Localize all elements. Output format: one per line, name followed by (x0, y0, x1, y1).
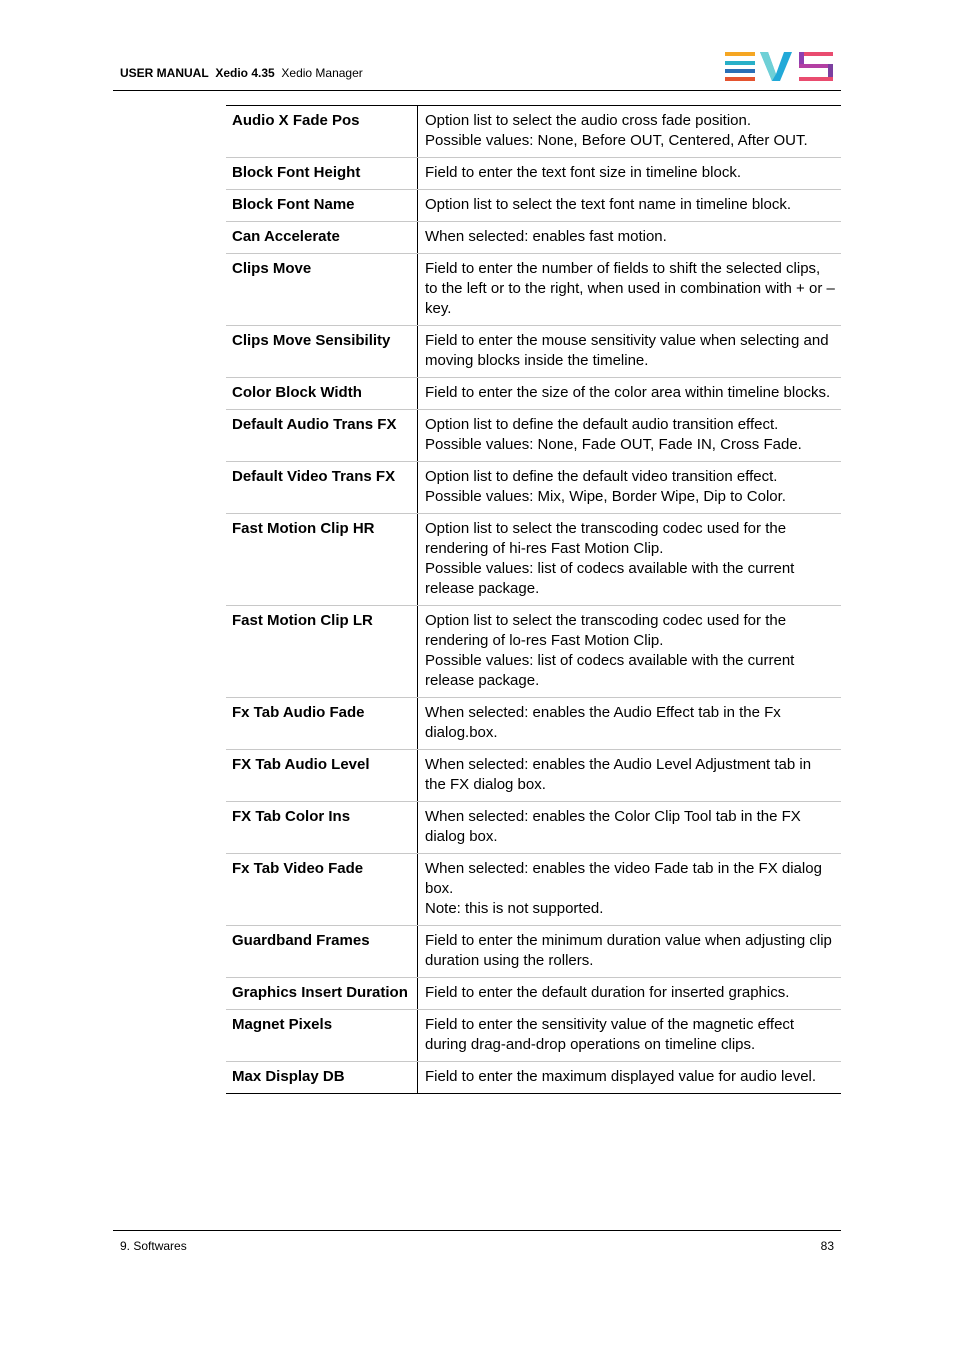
description-line: Field to enter the number of fields to shift the selected clips, to the left or to the right, when used in combination with + or – key. (425, 260, 835, 317)
page-footer (113, 1230, 841, 1253)
description-line: Option list to select the text font name in timeline block. (425, 196, 792, 213)
description-line: Possible values: None, Before OUT, Centered, After OUT. (425, 132, 808, 149)
description-line: When selected: enables the Color Clip Tool tab in the FX dialog box. (425, 808, 801, 845)
setting-name: Clips Move Sensibility (226, 326, 418, 378)
description-line: Field to enter the maximum displayed value for audio level. (425, 1068, 817, 1085)
table-row (226, 854, 841, 926)
description-line: Field to enter the text font size in timeline block. (425, 164, 741, 181)
table-row (226, 410, 841, 462)
table-row (226, 1062, 841, 1094)
setting-name: Graphics Insert Duration (226, 978, 418, 1010)
header-product: Xedio 4.35 (215, 66, 275, 80)
description-line: Option list to select the transcoding codec used for the rendering of lo-res Fast Motion Clip. (425, 612, 787, 649)
settings-table-wrapper (226, 105, 841, 1094)
table-row (226, 1010, 841, 1062)
table-row (226, 462, 841, 514)
description-line: Possible values: list of codecs available with the current release package. (425, 560, 795, 597)
evs-logo (725, 52, 835, 82)
setting-name: Fx Tab Video Fade (226, 854, 418, 926)
setting-description (418, 926, 842, 978)
page-header (113, 48, 841, 91)
description-line: Field to enter the mouse sensitivity value when selecting and moving blocks inside the timeline. (425, 332, 829, 369)
table-row (226, 606, 841, 698)
description-line: Field to enter the default duration for inserted graphics. (425, 984, 790, 1001)
description-line: Option list to select the transcoding codec used for the rendering of hi-res Fast Motion Clip. (425, 520, 787, 557)
setting-description (418, 606, 842, 698)
description-line: Field to enter the size of the color area within timeline blocks. (425, 384, 831, 401)
table-row (226, 802, 841, 854)
page-number: 83 (820, 1239, 834, 1253)
table-row (226, 158, 841, 190)
setting-name: Block Font Height (226, 158, 418, 190)
description-line: When selected: enables the Audio Effect tab in the Fx dialog.box. (425, 704, 781, 741)
setting-name: Max Display DB (226, 1062, 418, 1094)
description-line: When selected: enables the video Fade tab in the FX dialog box. (425, 860, 822, 897)
setting-name: Fx Tab Audio Fade (226, 698, 418, 750)
description-line: When selected: enables fast motion. (425, 228, 667, 245)
setting-name: Audio X Fade Pos (226, 106, 418, 158)
header-section: Xedio Manager (281, 66, 363, 80)
table-row (226, 378, 841, 410)
setting-description (418, 410, 842, 462)
table-row (226, 326, 841, 378)
table-row (226, 222, 841, 254)
setting-description (418, 106, 842, 158)
setting-description (418, 222, 842, 254)
setting-description (418, 1062, 842, 1094)
setting-name: Magnet Pixels (226, 1010, 418, 1062)
description-line: Note: this is not supported. (425, 900, 604, 917)
header-manual: USER MANUAL (120, 66, 209, 80)
table-row (226, 750, 841, 802)
setting-description (418, 978, 842, 1010)
table-row (226, 190, 841, 222)
table-row (226, 978, 841, 1010)
setting-name: Block Font Name (226, 190, 418, 222)
description-line: When selected: enables the Audio Level Adjustment tab in the FX dialog box. (425, 756, 812, 793)
setting-description (418, 158, 842, 190)
table-row (226, 514, 841, 606)
description-line: Option list to define the default audio transition effect. (425, 416, 779, 433)
setting-description (418, 1010, 842, 1062)
setting-name: Guardband Frames (226, 926, 418, 978)
description-line: Option list to select the audio cross fade position. (425, 112, 752, 129)
description-line: Possible values: list of codecs available with the current release package. (425, 652, 795, 689)
description-line: Field to enter the minimum duration value when adjusting clip duration using the rollers. (425, 932, 832, 969)
setting-name: Default Video Trans FX (226, 462, 418, 514)
table-row (226, 254, 841, 326)
setting-description (418, 698, 842, 750)
table-row (226, 106, 841, 158)
setting-name: Fast Motion Clip LR (226, 606, 418, 698)
setting-description (418, 254, 842, 326)
header-title (120, 66, 363, 80)
footer-chapter: 9. Softwares (120, 1239, 187, 1253)
setting-description (418, 802, 842, 854)
description-line: Field to enter the sensitivity value of the magnetic effect during drag-and-drop operations on timeline clips. (425, 1016, 795, 1053)
table-row (226, 698, 841, 750)
setting-name: Can Accelerate (226, 222, 418, 254)
setting-description (418, 326, 842, 378)
setting-description (418, 854, 842, 926)
setting-description (418, 190, 842, 222)
table-row (226, 926, 841, 978)
setting-name: Default Audio Trans FX (226, 410, 418, 462)
settings-table (226, 105, 841, 1094)
setting-name: Clips Move (226, 254, 418, 326)
setting-name: Color Block Width (226, 378, 418, 410)
setting-name: FX Tab Audio Level (226, 750, 418, 802)
setting-description (418, 378, 842, 410)
setting-name: Fast Motion Clip HR (226, 514, 418, 606)
description-line: Possible values: Mix, Wipe, Border Wipe, Dip to Color. (425, 488, 786, 505)
setting-name: FX Tab Color Ins (226, 802, 418, 854)
description-line: Option list to define the default video transition effect. (425, 468, 778, 485)
setting-description (418, 514, 842, 606)
setting-description (418, 750, 842, 802)
description-line: Possible values: None, Fade OUT, Fade IN, Cross Fade. (425, 436, 802, 453)
setting-description (418, 462, 842, 514)
